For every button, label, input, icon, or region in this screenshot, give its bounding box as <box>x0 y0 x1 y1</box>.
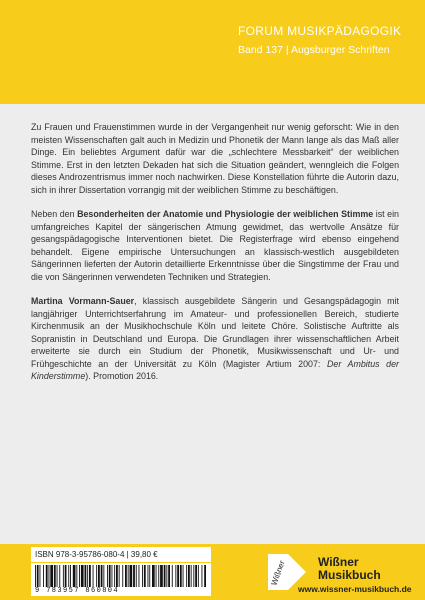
barcode-bar <box>50 565 53 587</box>
isbn-price: ISBN 978-3-95786-080-4 | 39,80 € <box>31 547 211 562</box>
barcode-bar <box>160 565 163 587</box>
barcode-digits: 9 783957 860804 <box>35 587 207 595</box>
barcode-bar <box>164 565 166 587</box>
barcode-bar <box>81 565 84 587</box>
barcode-bar <box>40 565 41 587</box>
barcode-bar <box>112 565 113 587</box>
barcode-bar <box>175 565 176 587</box>
barcode-bar <box>204 565 206 587</box>
barcode-bar <box>35 565 36 587</box>
barcode-bar <box>186 565 187 587</box>
series-header <box>238 24 401 57</box>
barcode-bar <box>93 565 94 587</box>
barcode-bar <box>79 565 80 587</box>
barcode-bar <box>139 565 140 587</box>
barcode-bar <box>37 565 39 587</box>
barcode-bar <box>168 565 170 587</box>
barcode-bar <box>103 565 104 587</box>
barcode-bar <box>89 565 91 587</box>
blurb-paragraph-2-bold: Besonderheiten der Anatomie und Physiologie der weiblichen Stimme <box>77 209 374 219</box>
logo-text: Wißner <box>269 559 287 587</box>
author-name: Martina Vormann-Sauer <box>31 296 135 306</box>
barcode-bar <box>193 565 194 587</box>
barcode-bar <box>43 565 44 587</box>
barcode-bar <box>177 565 179 587</box>
publisher-name <box>318 556 381 582</box>
barcode-bar <box>144 565 146 587</box>
publisher-website: www.wissner-musikbuch.de <box>298 584 412 594</box>
barcode-bar <box>149 565 150 587</box>
barcode-bar <box>54 565 56 587</box>
author-bio-end: ). Promotion 2016. <box>85 371 159 381</box>
barcode-bar <box>156 565 157 587</box>
barcode-bar <box>128 565 129 587</box>
barcode-bar <box>198 565 199 587</box>
publisher-line-2: Musikbuch <box>318 568 381 582</box>
author-bio-thesis-title: Der Ambitus der Kinderstimme <box>31 358 399 381</box>
barcode-bar <box>46 565 48 587</box>
barcode-bar <box>158 565 159 587</box>
publisher-line-1: Wißner <box>318 555 359 569</box>
barcode-bar <box>148 565 149 587</box>
barcode-bar <box>59 565 60 587</box>
barcode-bar <box>195 565 197 587</box>
barcode-bar <box>114 565 115 587</box>
barcode-bar <box>183 565 184 587</box>
barcode-bar <box>98 565 100 587</box>
barcode-bar <box>85 565 87 587</box>
blurb-paragraph-1: Zu Frauen und Frauenstimmen wurde in der Vergangenheit nur wenig geforscht: Wie in den meisten Wissenschaften galt auch in Medizin und Phonetik der Mann lange als das Maß aller Dinge. Ein beliebtes Argument dafür war die „schlechtere Messbarkeit“ der weiblichen Stimme. Erst in den letzten Dekaden hat sich die Situation geändert, wenngleich die Folgen dieses Androzentrismus immer noch nachwirken. Diese Konstellation führte die Autorin dazu, sich in ihrer Dissertation vorrangig mit der weiblichen Stimme zu beschäftigen. <box>31 122 399 195</box>
author-bio <box>31 295 399 383</box>
blurb-text <box>31 121 399 395</box>
barcode-bars <box>35 565 207 587</box>
barcode-bar <box>191 565 192 587</box>
barcode-bar <box>125 565 127 587</box>
barcode-bar <box>73 565 76 587</box>
series-subtitle: Band 137 | Augsburger Schriften <box>238 44 390 56</box>
barcode-bar <box>136 565 137 587</box>
barcode-bar <box>49 565 50 587</box>
barcode-bar <box>107 565 108 587</box>
barcode-bar <box>142 565 143 587</box>
barcode-bar <box>63 565 64 587</box>
barcode-bar <box>109 565 111 587</box>
barcode-bar <box>133 565 135 587</box>
barcode-bar <box>202 565 203 587</box>
barcode-bar <box>96 565 97 587</box>
barcode-bar <box>116 565 118 587</box>
blurb-paragraph-2 <box>31 208 399 283</box>
author-bio-main: , klassisch ausgebildete Sängerin und Gesangspädagogin mit langjähriger Unterrichtserfahrung im Amateur- und professionellen Bereich, studierte Kirchenmusik an der Musikhochschule Köln und leitete Chöre. Solistische Auftritte als Sopranistin in Deutschland und Europa. Die Grundlagen ihrer wissenschaftlichen Arbeit erweiterte sie durch ein Studium der Phonetik, Musikwissenschaft und Ur- und Frühgeschichte an der Universität zu Köln (Magister Artium 2007: <box>31 296 399 369</box>
barcode-bar <box>188 565 190 587</box>
barcode <box>31 563 211 596</box>
barcode-bar <box>70 565 71 587</box>
barcode-bar <box>57 565 58 587</box>
barcode-bar <box>76 565 77 587</box>
barcode-bar <box>130 565 133 587</box>
barcode-bar <box>65 565 67 587</box>
barcode-bar <box>122 565 123 587</box>
barcode-bar <box>180 565 182 587</box>
blurb-paragraph-2-rest: ist ein umfangreiches Kapitel der sängerischen Atmung gewidmet, das wertvolle Ansätze für gesangspädagogische Interventionen bietet. Die Registerfrage wird ebenso eingehend behandelt. Eigene empirische Untersuchungen an klassisch-westlich ausgebildeten Sängerinnen lieferten der Autorin detaillierte Erkenntnisse über die Singstimme der Frau und die von Sängerinnen verwendeten Techniken und Strategien. <box>31 209 399 282</box>
barcode-bar <box>172 565 173 587</box>
blurb-paragraph-2-intro: Neben den <box>31 209 78 219</box>
barcode-bar <box>119 565 120 587</box>
barcode-bar <box>87 565 88 587</box>
series-title: FORUM MUSIKPÄDAGOGIK <box>238 24 402 38</box>
barcode-bar <box>68 565 69 587</box>
barcode-bar <box>101 565 103 587</box>
barcode-bar <box>166 565 167 587</box>
barcode-bar <box>152 565 155 587</box>
